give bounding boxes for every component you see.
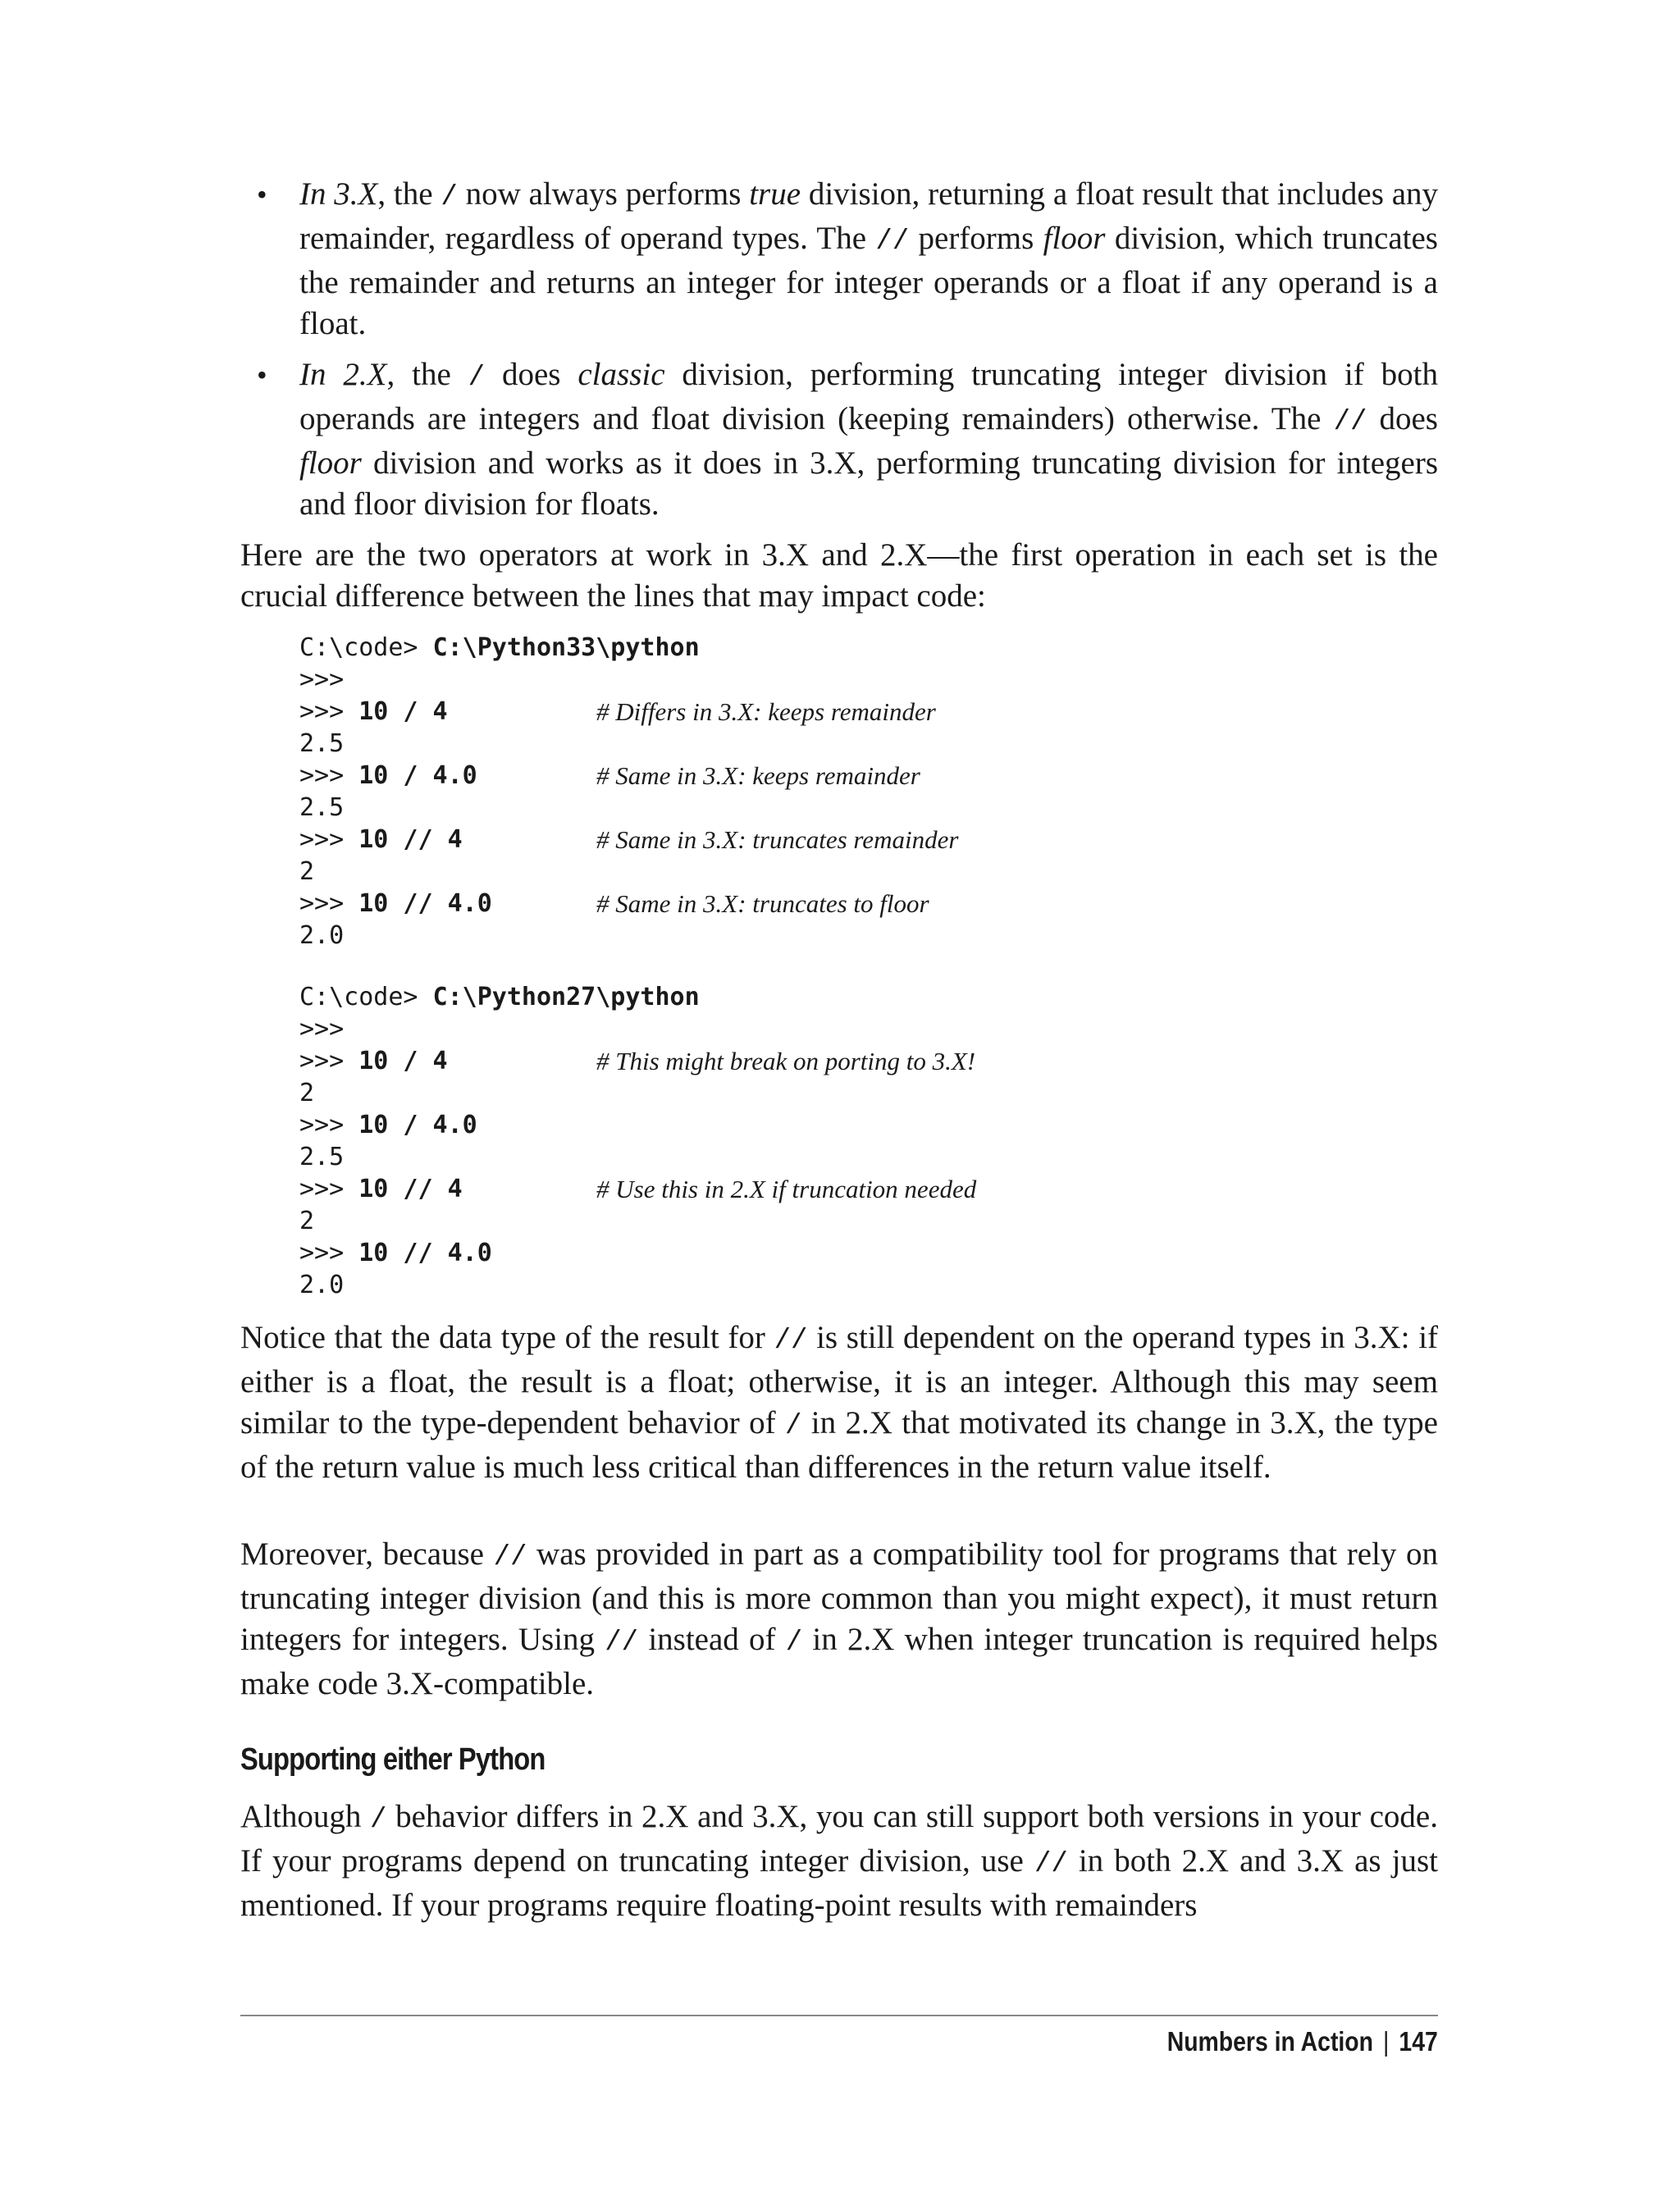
code-command: C:\Python33\python (432, 633, 700, 662)
code-line (299, 1173, 1284, 1205)
code-line (299, 728, 1284, 760)
bullet-item-3x: • In 3.X, the / now always performs true division, returning a float result that includes any remainder, regardless of operand types. The // performs floor division, which truncates the remainder and returns an integer for integer operands or a float if any operand is a float. (240, 174, 1438, 345)
operator-slash: / (441, 182, 458, 213)
code-prompt: 2.0 (299, 921, 345, 950)
code-prompt: >>> (299, 665, 345, 694)
code-comment: # Differs in 3.X: keeps remainder (596, 697, 936, 726)
code-command: 10 / 4.0 (358, 761, 477, 790)
code-line (299, 1077, 1284, 1109)
code-prompt: C:\code> (299, 983, 433, 1011)
code-prompt: 2 (299, 1207, 315, 1235)
code-command: 10 // 4.0 (358, 1239, 492, 1267)
supporting-paragraph: Although / behavior differs in 2.X and 3.X, you can still support both versions in your code. If your programs depend on truncating integer division, use // in both 2.X and 3.X as just mentioned. If your programs require floating-point results with remainders (240, 1799, 1438, 1923)
code-comment: # Same in 3.X: truncates to floor (596, 889, 929, 918)
bullet-list (240, 174, 1438, 535)
page-footer (1167, 2026, 1438, 2057)
operator-double-slash: // (875, 226, 910, 258)
bullet-item-2x: • In 2.X, the / does classic division, performing truncating integer division if both operands are integers and float division (keeping remainders) otherwise. The // does floor division and works as it does in 3.X, performing truncating division for integers and floor division for floats. (240, 354, 1438, 525)
code-line (299, 664, 1284, 696)
operator-double-slash: // (1333, 407, 1367, 438)
code-prompt: >>> (299, 1175, 359, 1203)
code-comment: # Same in 3.X: truncates remainder (596, 825, 959, 854)
code-line (299, 1205, 1284, 1237)
code-prompt: >>> (299, 1047, 359, 1075)
operator-slash: / (468, 363, 486, 394)
bullet-lead: In 2.X (299, 357, 387, 392)
code-line (299, 1269, 1284, 1301)
code-block-python33 (299, 632, 1284, 952)
code-command: 10 // 4.0 (358, 889, 492, 918)
code-prompt: 2 (299, 857, 315, 886)
code-prompt: 2.5 (299, 793, 345, 822)
footer-separator: | (1383, 2026, 1390, 2057)
code-command: 10 // 4 (358, 825, 463, 854)
code-line (299, 1045, 1284, 1077)
code-comment: # Use this in 2.X if truncation needed (596, 1175, 977, 1203)
code-prompt: 2 (299, 1079, 315, 1107)
code-prompt: >>> (299, 761, 359, 790)
code-comment: # Same in 3.X: keeps remainder (596, 761, 920, 790)
code-line (299, 1237, 1284, 1269)
code-prompt: >>> (299, 1111, 359, 1139)
code-comment: # This might break on porting to 3.X! (596, 1047, 976, 1075)
code-line (299, 1013, 1284, 1045)
code-line (299, 856, 1284, 888)
footer-divider (240, 2015, 1438, 2016)
code-command: 10 / 4.0 (358, 1111, 477, 1139)
code-line (299, 981, 1284, 1013)
code-prompt: >>> (299, 889, 359, 918)
bullet-lead: In 3.X (299, 176, 378, 212)
code-prompt: >>> (299, 1239, 359, 1267)
code-command: 10 // 4 (358, 1175, 463, 1203)
code-line (299, 888, 1284, 920)
code-prompt: C:\code> (299, 633, 433, 662)
code-line (299, 632, 1284, 664)
code-line (299, 696, 1284, 728)
code-line (299, 792, 1284, 824)
code-line (299, 1109, 1284, 1141)
code-block-python27 (299, 981, 1284, 1301)
code-prompt: 2.5 (299, 729, 345, 758)
code-prompt: >>> (299, 825, 359, 854)
code-prompt: 2.5 (299, 1143, 345, 1171)
footer-section-title: Numbers in Action (1166, 2026, 1374, 2057)
code-line (299, 760, 1284, 792)
code-command: 10 / 4 (358, 697, 448, 726)
section-heading: Supporting either Python (240, 1742, 546, 1777)
notice-paragraph: Notice that the data type of the result for // is still dependent on the operand types in 3.X: if either is a float, the result is a float; otherwise, it is an integer. Although this may seem similar to the type-dependent behavior of / in 2.X that motivated its change in 3.X, the type of the return value is much less critical than differences in the return value itself. (240, 1320, 1439, 1485)
page-number: 147 (1399, 2026, 1438, 2057)
code-line (299, 1141, 1284, 1173)
code-command: 10 / 4 (358, 1047, 448, 1075)
code-line (299, 920, 1284, 952)
intro-paragraph: Here are the two operators at work in 3.X and 2.X—the first operation in each set is the crucial difference between the lines that may impact code: (240, 537, 1438, 614)
code-command: C:\Python27\python (432, 983, 700, 1011)
code-prompt: >>> (299, 697, 359, 726)
code-prompt: 2.0 (299, 1271, 345, 1299)
moreover-paragraph: Moreover, because // was provided in part as a compatibility tool for programs that rely on truncating integer division (and this is more common than you might expect), it must return integers for integers. Using // instead of / in 2.X when integer truncation is required helps make code 3.X-compatible. (240, 1536, 1438, 1701)
code-prompt: >>> (299, 1015, 345, 1043)
code-line (299, 824, 1284, 856)
